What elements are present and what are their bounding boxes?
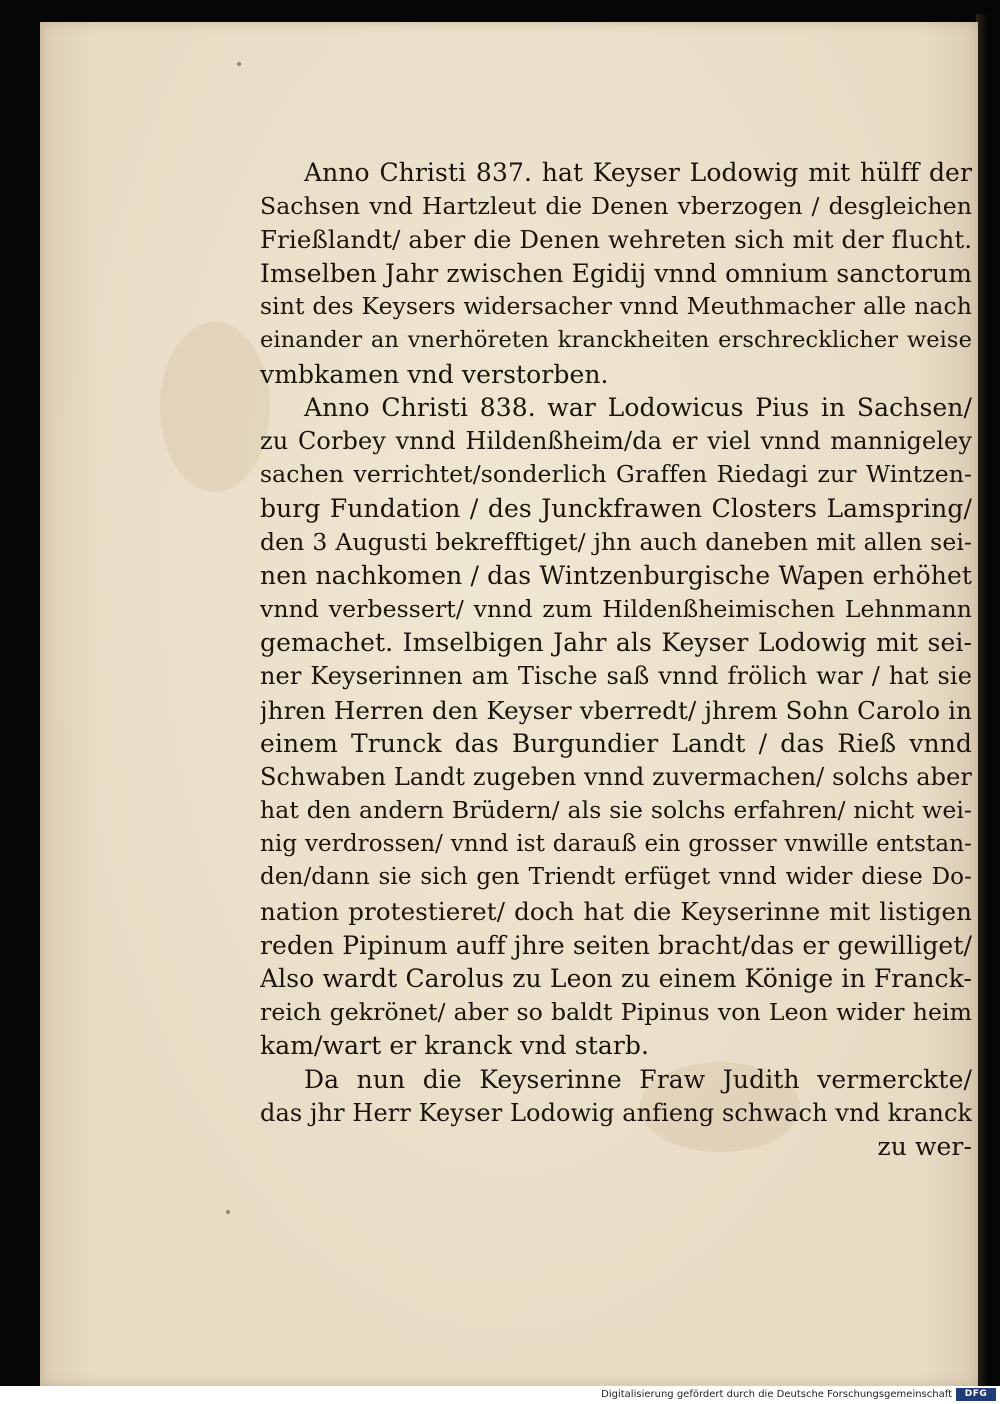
ink-speck [237, 62, 241, 66]
text-line: einem Trunck das Burgundier Landt / das Rieß vnnd [260, 729, 972, 759]
text-line: kam/wart er kranck vnd starb. [260, 1031, 650, 1061]
text-line: Sachsen vnd Hartzleut die Denen vberzogen / desgleichen [260, 191, 972, 220]
text-line: den/dann sie sich gen Triendt erfüget vnnd wider diese Do- [260, 864, 972, 891]
text-line: reden Pipinum auff jhre seiten bracht/das er gewilliget/ [260, 930, 972, 960]
text-line: hat den andern Brüdern/ als sie solchs erfahren/ nicht wei- [260, 796, 972, 825]
dfg-logo: DFG [956, 1388, 996, 1401]
text-line: das jhr Herr Keyser Lodowig anfieng schwach vnd kranck [260, 1098, 972, 1127]
text-line: Schwaben Landt zugeben vnnd zuvermachen/ solchs aber [260, 762, 972, 791]
text-line: nation protestieret/ doch hat die Keyserinne mit listigen [260, 897, 972, 927]
text-line: zu Corbey vnnd Hildenßheim/da er viel vnnd mannigeley [260, 426, 972, 455]
page-text [260, 156, 972, 1164]
text-line: Frießlandt/ aber die Denen wehreten sich mit der flucht. [260, 225, 972, 255]
text-line: nig verdrossen/ vnnd ist darauß ein grosser vnwille entstan- [260, 830, 972, 857]
ink-speck [226, 1210, 230, 1214]
text-line: Imselben Jahr zwischen Egidij vnnd omnium sanctorum [260, 258, 972, 288]
text-line: nen nachkomen / das Wintzenburgische Wapen erhöhet [260, 561, 972, 591]
text-line: einander an vnerhöreten kranckheiten erschrecklicher weise [260, 326, 972, 353]
catchword: zu wer- [877, 1132, 972, 1162]
text-line: sachen verrichtet/sonderlich Graffen Riedagi zur Wintzen- [260, 460, 972, 489]
paper-stain [160, 322, 270, 492]
scanned-page [40, 22, 978, 1386]
text-line: burg Fundation / des Junckfrawen Closters Lamspring/ [260, 493, 972, 523]
text-line: Also wardt Carolus zu Leon zu einem Könige in Franck- [260, 964, 972, 994]
text-line: gemachet. Imselbigen Jahr als Keyser Lodowig mit sei- [260, 628, 972, 658]
text-line: Anno Christi 838. war Lodowicus Pius in Sachsen/ [304, 393, 972, 423]
text-line: reich gekrönet/ aber so baldt Pipinus von Leon wider heim [260, 997, 972, 1026]
text-line: den 3 Augusti bekrefftiget/ jhn auch daneben mit allen sei- [260, 527, 972, 556]
text-line: Da nun die Keyserinne Fraw Judith vermerckte/ [304, 1065, 972, 1095]
text-line: jhren Herren den Keyser vberredt/ jhrem Sohn Carolo in [260, 695, 972, 725]
text-line: sint des Keysers widersacher vnnd Meuthmacher alle nach [260, 292, 972, 321]
text-line: vmbkamen vnd verstorben. [260, 359, 609, 389]
text-line: ner Keyserinnen am Tische saß vnnd frölich war / hat sie [260, 661, 972, 690]
funding-credit: Digitalisierung gefördert durch die Deutsche Forschungsgemeinschaft [601, 1389, 952, 1400]
text-line: vnnd verbessert/ vnnd zum Hildenßheimischen Lehnmann [260, 594, 972, 623]
text-line: Anno Christi 837. hat Keyser Lodowig mit hülff der [304, 158, 972, 187]
